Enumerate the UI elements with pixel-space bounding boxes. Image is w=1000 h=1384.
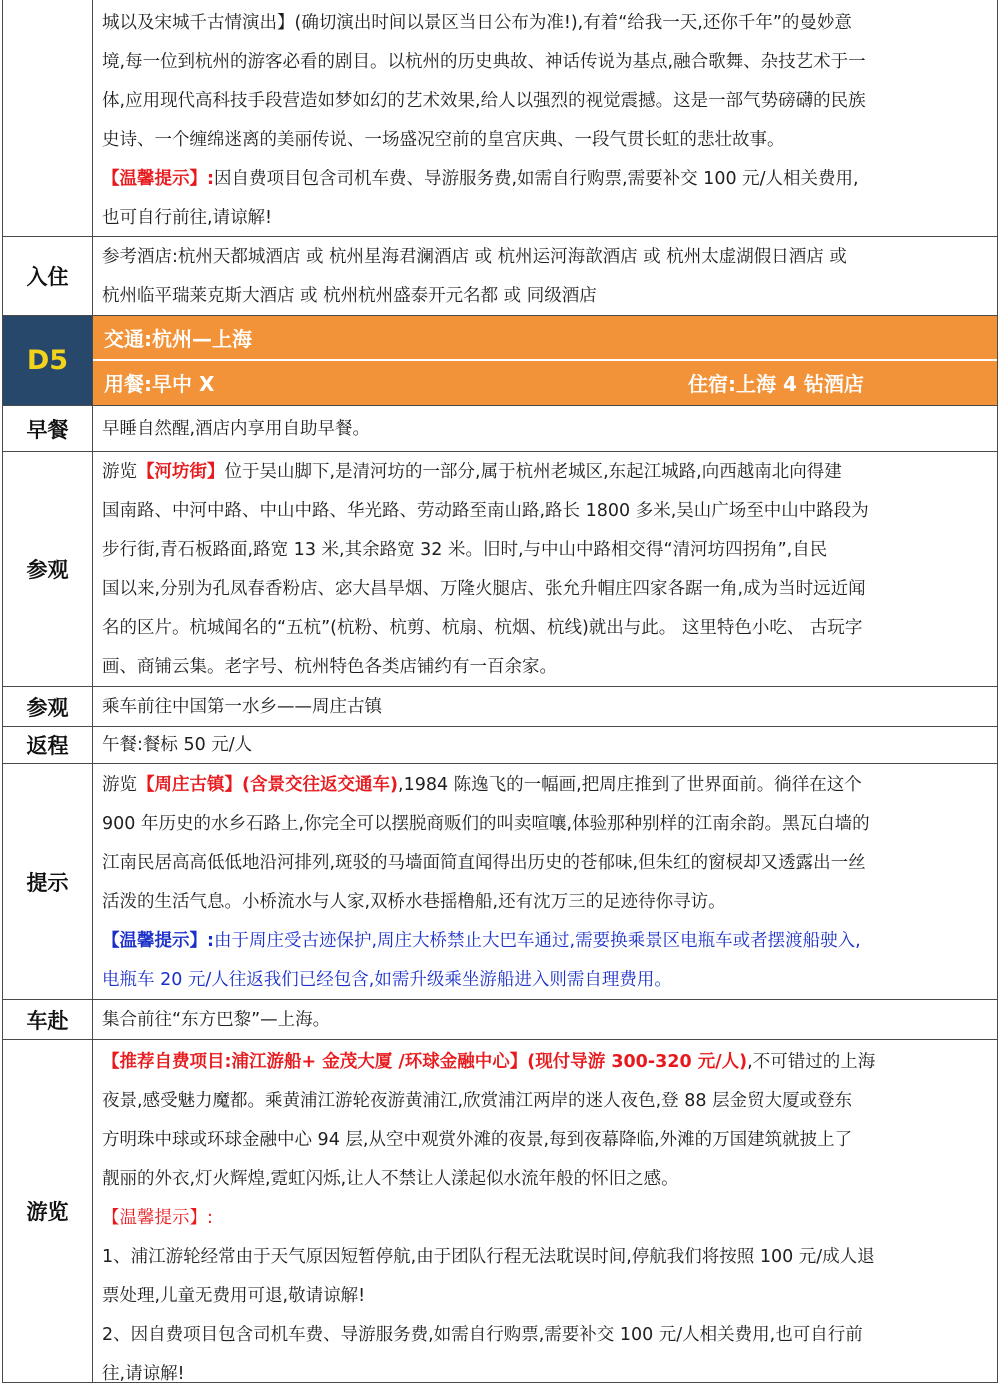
tip-line [102, 160, 989, 199]
row-lunch [2, 727, 998, 764]
tip-line [102, 922, 989, 961]
row-to-shanghai [2, 1000, 998, 1040]
songcheng-description [93, 0, 997, 236]
meals-text: 用餐:早中 X [104, 372, 215, 397]
text-line: 2、因自费项目包含司机车费、导游服务费,如需自行购票,需要补交 100 元/人相关费用,也可自行前 [102, 1325, 863, 1345]
prefix: 游览 [102, 775, 137, 795]
text-line: 史诗、一个缠绵迷离的美丽传说、一场盛况空前的皇宫庆典、一段气贯长虹的悲壮故事。 [102, 130, 785, 150]
row-huangpu-cruise [2, 1040, 998, 1383]
row-label-visit: 参观 [3, 452, 93, 686]
row-songcheng-show [2, 0, 998, 237]
text-line [102, 1043, 989, 1082]
row-accommodation [2, 237, 998, 316]
meals-stay-line [93, 361, 997, 406]
body: 位于吴山脚下,是清河坊的一部分,属于杭州老城区,东起江城路,向西越南北向得建 [224, 462, 842, 482]
row-label-drive: 车赴 [3, 1000, 93, 1039]
row-label-empty [3, 0, 93, 236]
prefix: 游览 [102, 462, 137, 482]
hotel-list [93, 237, 997, 315]
tip-line: 电瓶车 20 元/人往返我们已经包含,如需升级乘坐游船进入则需自理费用。 [102, 970, 672, 990]
text-line: 午餐:餐标 50 元/人 [102, 735, 253, 755]
row-hefang-street [2, 452, 998, 687]
text-line: 900 年历史的水乡石路上,你完全可以摆脱商贩们的叫卖喧嚷,体验那种别样的江南余韵。黑瓦白墙的 [102, 814, 870, 834]
day-5-header [2, 316, 998, 406]
tip-text: 由于周庄受古迹保护,周庄大桥禁止大巴车通过,需要换乘景区电瓶车或者摆渡船驶入, [214, 931, 861, 951]
text-line: 早睡自然醒,酒店内享用自助早餐。 [102, 419, 371, 439]
row-label-tip: 提示 [3, 764, 93, 999]
text-line: 往,请谅解! [102, 1364, 185, 1382]
text-line: 集合前往“东方巴黎”—上海。 [102, 1010, 331, 1030]
text-line: 城以及宋城千古情演出】(确切演出时间以景区当日公布为准!),有着“给我一天,还你千年”的曼妙意 [102, 13, 852, 33]
body: ,不可错过的上海 [747, 1052, 876, 1072]
highlight: 【推荐自费项目:浦江游船+ 金茂大厦 /环球金融中心】(现付导游 300-320 元/人) [102, 1052, 748, 1072]
text-line: 体,应用现代高科技手段营造如梦如幻的艺术效果,给人以强烈的视觉震撼。这是一部气势磅礴的民族 [102, 91, 866, 111]
highlight: 【河坊街】 [137, 462, 225, 482]
row-label-tour: 游览 [3, 1040, 93, 1382]
row-zhouzhuang-transfer [2, 687, 998, 727]
text-line: 乘车前往中国第一水乡——周庄古镇 [102, 697, 382, 717]
text-line: 夜景,感受魅力魔都。乘黄浦江游轮夜游黄浦江,欣赏浦江两岸的迷人夜色,登 88 层金贸大厦或登东 [102, 1091, 853, 1111]
transport-line: 交通:杭州—上海 [93, 316, 997, 361]
day-label: D5 [3, 316, 93, 405]
zhouzhuang-description [93, 764, 997, 999]
transfer-text [93, 687, 997, 726]
body: ,1984 陈逸飞的一幅画,把周庄推到了世界面前。徜徉在这个 [398, 775, 862, 795]
text-line: 国南路、中河中路、中山中路、华光路、劳动路至南山路,路长 1800 多米,吴山广场至中山中路段为 [102, 501, 869, 521]
lunch-text [93, 727, 997, 763]
tip-label: 【温馨提示】: [102, 1208, 213, 1228]
tip-label: 【温馨提示】: [102, 931, 214, 951]
text-line: 境,每一位到杭州的游客必看的剧目。以杭州的历史典故、神话传说为基点,融合歌舞、杂技艺术于一 [102, 52, 866, 72]
text-line: 1、浦江游轮经常由于天气原因短暂停航,由于团队行程无法耽误时间,停航我们将按照 100 元/成人退 [102, 1247, 875, 1267]
drive-text [93, 1000, 997, 1039]
row-label-visit: 参观 [3, 687, 93, 726]
day-summary [93, 316, 997, 405]
row-label-accommodation: 入住 [3, 237, 93, 315]
text-line: 靓丽的外衣,灯火辉煌,霓虹闪烁,让人不禁让人漾起似水流年般的怀旧之感。 [102, 1169, 679, 1189]
highlight: 【周庄古镇】(含景交往返交通车) [137, 775, 398, 795]
text-line [102, 766, 989, 805]
text-line: 名的区片。杭城闻名的“五杭”(杭粉、杭剪、杭扇、杭烟、杭线)就出与此。 这里特色小吃、 古玩字 [102, 618, 863, 638]
text-line: 票处理,儿童无费用可退,敬请谅解! [102, 1286, 366, 1306]
tip-text: 因自费项目包含司机车费、导游服务费,如需自行购票,需要补交 100 元/人相关费用, [214, 169, 859, 189]
stay-text: 住宿:上海 4 钻酒店 [688, 372, 864, 397]
tip-line: 也可自行前往,请谅解! [102, 208, 273, 228]
hefang-description [93, 452, 997, 686]
row-label-return: 返程 [3, 727, 93, 763]
text-line: 方明珠中球或环球金融中心 94 层,从空中观赏外滩的夜景,每到夜幕降临,外滩的万国建筑就披上了 [102, 1130, 853, 1150]
text-line [102, 453, 989, 492]
text-line: 江南民居高高低低地沿河排列,斑驳的马墙面简直闻得出历史的苍郁味,但朱红的窗棂却又透露出一丝 [102, 853, 866, 873]
cruise-description [93, 1040, 997, 1382]
row-breakfast [2, 406, 998, 452]
row-zhouzhuang [2, 764, 998, 1000]
text-line: 活泼的生活气息。小桥流水与人家,双桥水巷摇橹船,还有沈万三的足迹待你寻访。 [102, 892, 726, 912]
breakfast-text [93, 406, 997, 451]
text-line: 步行街,青石板路面,路宽 13 米,其余路宽 32 米。旧时,与中山中路相交得“清河坊四拐角”,自民 [102, 540, 828, 560]
text-line: 画、商铺云集。老字号、杭州特色各类店铺约有一百余家。 [102, 657, 557, 677]
text-line: 参考酒店:杭州天都城酒店 或 杭州星海君澜酒店 或 杭州运河海歆酒店 或 杭州太虚湖假日酒店 或 [102, 247, 847, 267]
row-label-breakfast: 早餐 [3, 406, 93, 451]
text-line: 国以来,分别为孔凤春香粉店、宓大昌旱烟、万隆火腿店、张允升帽庄四家各踞一角,成为当时远近闻 [102, 579, 866, 599]
tip-label: 【温馨提示】: [102, 169, 214, 189]
text-line: 杭州临平瑞莱克斯大酒店 或 杭州杭州盛泰开元名都 或 同级酒店 [102, 286, 597, 306]
